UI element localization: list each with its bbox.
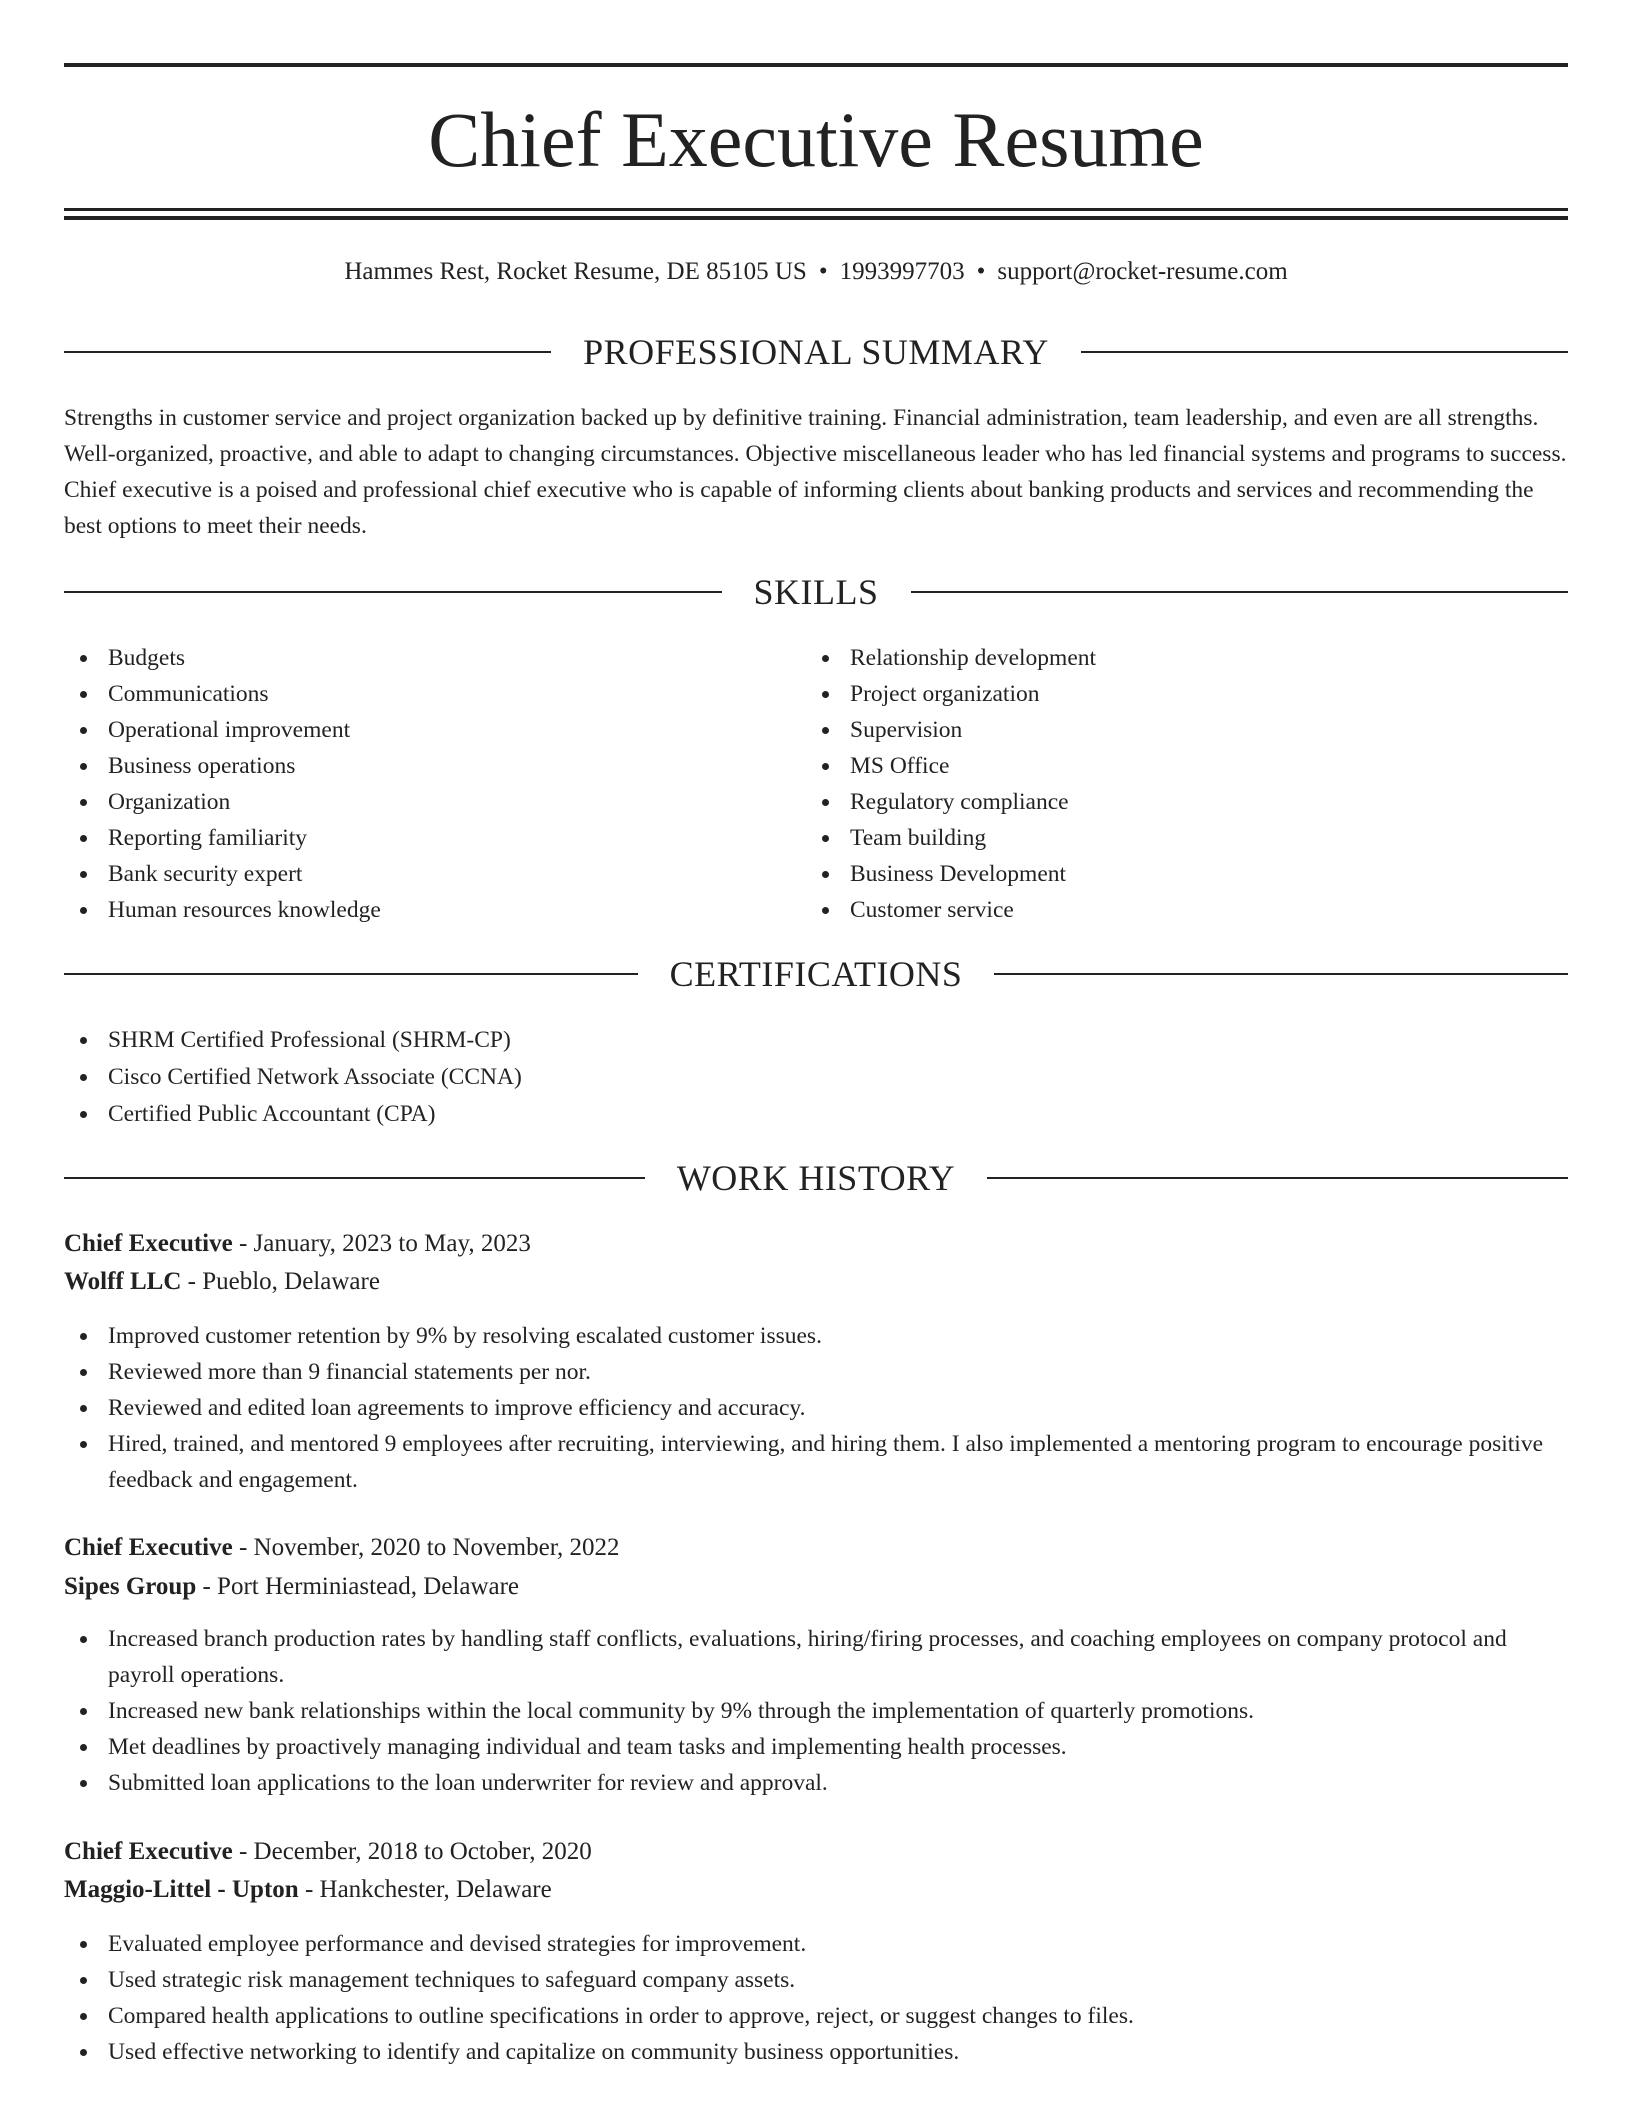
- job-bullet: Improved customer retention by 9% by resolving escalated customer issues.: [64, 1318, 1568, 1354]
- skill-item: Business Development: [806, 856, 1546, 892]
- top-rule: [64, 63, 1568, 67]
- job-company: Maggio-Littel - Upton: [64, 1876, 299, 1903]
- job-bullet: Compared health applications to outline specifications in order to approve, reject, or suggest changes to files.: [64, 1998, 1568, 2034]
- work-history-heading: [64, 1158, 1568, 1198]
- job-dates: - December, 2018 to October, 2020: [232, 1838, 592, 1865]
- skill-item: Human resources knowledge: [64, 892, 804, 928]
- skill-item: Business operations: [64, 748, 804, 784]
- skill-item: Project organization: [806, 676, 1546, 712]
- job-bullet: Submitted loan applications to the loan underwriter for review and approval.: [64, 1765, 1568, 1801]
- job-location: - Port Herminiastead, Delaware: [196, 1573, 520, 1600]
- heading-rule-left: [64, 973, 638, 975]
- skill-item: Communications: [64, 676, 804, 712]
- skill-item: Budgets: [64, 640, 804, 676]
- summary-heading: [64, 332, 1568, 372]
- heading-rule-right: [1081, 351, 1568, 353]
- skills-column-left: [64, 640, 804, 928]
- certification-item: Cisco Certified Network Associate (CCNA): [64, 1059, 1568, 1096]
- job-title-line: [64, 1834, 1568, 1870]
- skill-item: Relationship development: [806, 640, 1546, 676]
- job-dates: - January, 2023 to May, 2023: [232, 1230, 531, 1257]
- skill-item: Team building: [806, 820, 1546, 856]
- job-bullet: Increased new bank relationships within the local community by 9% through the implementation of quarterly promotions.: [64, 1693, 1568, 1729]
- heading-rule-left: [64, 1177, 645, 1179]
- job-bullets: [64, 1621, 1568, 1801]
- certifications-heading-label: CERTIFICATIONS: [669, 954, 963, 994]
- job-company-line: [64, 1872, 1568, 1908]
- contact-line: [64, 256, 1568, 288]
- skill-item: Supervision: [806, 712, 1546, 748]
- job-bullet: Hired, trained, and mentored 9 employees after recruiting, interviewing, and hiring them. I also implemented a mentoring program to encourage positive feedback and engagement.: [64, 1426, 1568, 1498]
- job-company-line: [64, 1569, 1568, 1605]
- skills-column-right: [806, 640, 1546, 928]
- heading-rule-right: [987, 1177, 1568, 1179]
- job-title: Chief Executive: [64, 1230, 233, 1257]
- heading-rule-left: [64, 351, 551, 353]
- job-title: Chief Executive: [64, 1838, 233, 1865]
- job-location: - Hankchester, Delaware: [298, 1876, 552, 1903]
- job-title-line: [64, 1226, 1568, 1262]
- job-company: Wolff LLC: [64, 1268, 182, 1295]
- job-bullet: Reviewed and edited loan agreements to improve efficiency and accuracy.: [64, 1390, 1568, 1426]
- heading-rule-left: [64, 591, 722, 593]
- heading-rule-right: [994, 973, 1568, 975]
- job-bullet: Met deadlines by proactively managing individual and team tasks and implementing health processes.: [64, 1729, 1568, 1765]
- skill-item: Organization: [64, 784, 804, 820]
- job-title: Chief Executive: [64, 1534, 233, 1561]
- job-dates: - November, 2020 to November, 2022: [232, 1534, 620, 1561]
- contact-separator: •: [976, 258, 986, 285]
- skill-item: Bank security expert: [64, 856, 804, 892]
- certification-item: SHRM Certified Professional (SHRM-CP): [64, 1022, 1568, 1059]
- job-title-line: [64, 1530, 1568, 1566]
- skill-item: Reporting familiarity: [64, 820, 804, 856]
- job-bullets: [64, 1318, 1568, 1498]
- skill-item: MS Office: [806, 748, 1546, 784]
- contact-separator: •: [818, 258, 828, 285]
- skills-heading-label: SKILLS: [753, 572, 879, 612]
- heading-rule-right: [911, 591, 1569, 593]
- job-bullet: Used effective networking to identify and capitalize on community business opportunities.: [64, 2034, 1568, 2070]
- work-history-heading-label: WORK HISTORY: [676, 1158, 956, 1198]
- job-bullet: Increased branch production rates by handling staff conflicts, evaluations, hiring/firing processes, and coaching employees on company protocol and payroll operations.: [64, 1621, 1568, 1693]
- summary-text: Strengths in customer service and project organization backed up by definitive training. Financial administration, team leadership, and even are all strengths. Well-organized, proactive, and able to adapt to changing circumstances. Objective miscellaneous leader who has led financial systems and programs to success. Chief executive is a poised and professional chief executive who is capable of informing clients about banking products and services and recommending the best options to meet their needs.: [64, 405, 1567, 539]
- title-rule-lower: [64, 216, 1568, 220]
- page-title: Chief Executive Resume: [428, 96, 1204, 183]
- skills-heading: [64, 572, 1568, 612]
- contact-phone: 1993997703: [839, 258, 965, 285]
- job-company: Sipes Group: [64, 1573, 197, 1600]
- job-bullet: Used strategic risk management techniques to safeguard company assets.: [64, 1962, 1568, 1998]
- certification-item: Certified Public Accountant (CPA): [64, 1096, 1568, 1133]
- job-bullet: Reviewed more than 9 financial statements per nor.: [64, 1354, 1568, 1390]
- skill-item: Customer service: [806, 892, 1546, 928]
- job-bullet: Evaluated employee performance and devised strategies for improvement.: [64, 1926, 1568, 1962]
- summary-heading-label: PROFESSIONAL SUMMARY: [583, 332, 1049, 372]
- certifications-heading: [64, 954, 1568, 994]
- job-bullets: [64, 1926, 1568, 2070]
- skill-item: Operational improvement: [64, 712, 804, 748]
- certifications-list: [64, 1022, 1568, 1133]
- contact-address: Hammes Rest, Rocket Resume, DE 85105 US: [344, 258, 807, 285]
- skill-item: Regulatory compliance: [806, 784, 1546, 820]
- job-company-line: [64, 1264, 1568, 1300]
- title-rule-upper: [64, 208, 1568, 211]
- contact-email: support@rocket-resume.com: [997, 258, 1288, 285]
- job-location: - Pueblo, Delaware: [181, 1268, 380, 1295]
